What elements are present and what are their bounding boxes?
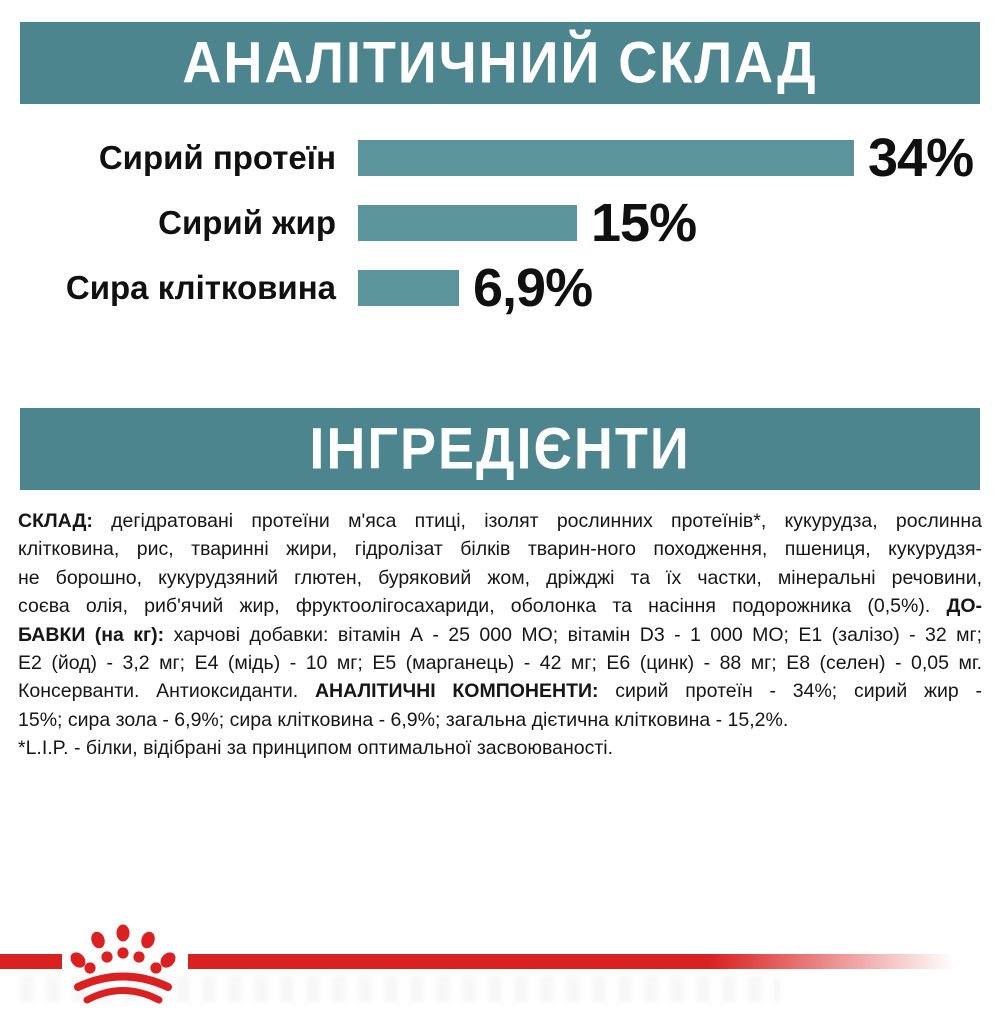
chart-row-fiber [0, 258, 1000, 318]
bar-label-fiber: Сира клітковина [65, 269, 336, 306]
composition-line-9: *L.I.P. - білки, відібрані за принципом оптимальної засвоюваності. [18, 737, 614, 760]
ingredients-title: ІНГРЕДІЄНТИ [309, 416, 691, 482]
bar-fat [358, 205, 577, 241]
composition-line-2: клітковина, рис, тваринні жири, гідролізат білків тварин-ного походження, пшениця, кукурудзя- [18, 538, 982, 561]
chart-row-fat [0, 193, 1000, 253]
chart-row-protein [0, 128, 1000, 188]
ingredients-banner [20, 408, 980, 490]
royal-canin-crown-icon [62, 922, 184, 1008]
composition-line-7: Консерванти. Антиоксиданти. АНАЛІТИЧНІ КОМПОНЕНТИ: сирий протеїн - 34%; сирий жир - [18, 680, 982, 703]
product-info-panel [0, 22, 1000, 1022]
composition-text [18, 507, 982, 763]
analytical-composition-title: АНАЛІТИЧНИЙ СКЛАД [182, 30, 818, 96]
composition-line-1: СКЛАД: дегідратовані протеїни м'яса птиці, ізолят рослинних протеїнів*, кукурудза, рослинна [18, 510, 983, 532]
bar-value-protein: 34% [868, 128, 974, 188]
bar-fiber [358, 270, 459, 306]
bar-value-fat: 15% [591, 193, 697, 253]
composition-line-5: БАВКИ (на кг): харчові добавки: вітамін А - 25 000 МО; вітамін D3 - 1 000 МО; Е1 (залізо) - 32 мг; [18, 623, 983, 646]
red-stripe-right [188, 954, 955, 969]
composition-line-8: 15%; сира зола - 6,9%; сира клітковина - 6,9%; загальна дієтична клітковина - 15,2%. [18, 708, 789, 731]
bar-protein [358, 140, 854, 176]
analytical-composition-chart [0, 128, 1000, 318]
bar-value-fiber: 6,9% [473, 258, 593, 318]
red-stripe-left [0, 954, 62, 969]
analytical-composition-banner [20, 22, 980, 104]
composition-line-6: Е2 (йод) - 3,2 мг; Е4 (мідь) - 10 мг; Е5 (марганець) - 42 мг; Е6 (цинк) - 88 мг; Е8 (селен) - 0,05 мг. [18, 652, 982, 675]
bar-label-protein: Сирий протеїн [98, 139, 336, 176]
composition-line-4: соєва олія, риб'ячий жир, фруктоолігосахариди, оболонка та насіння подорожника (0,5%). ДО- [18, 595, 982, 618]
bar-label-fat: Сирий жир [158, 204, 336, 241]
composition-line-3: не борошно, кукурудзяний глютен, буряковий жом, дріжджі та їх частки, мінеральні речовини, [18, 566, 982, 589]
footer [0, 922, 1000, 1022]
